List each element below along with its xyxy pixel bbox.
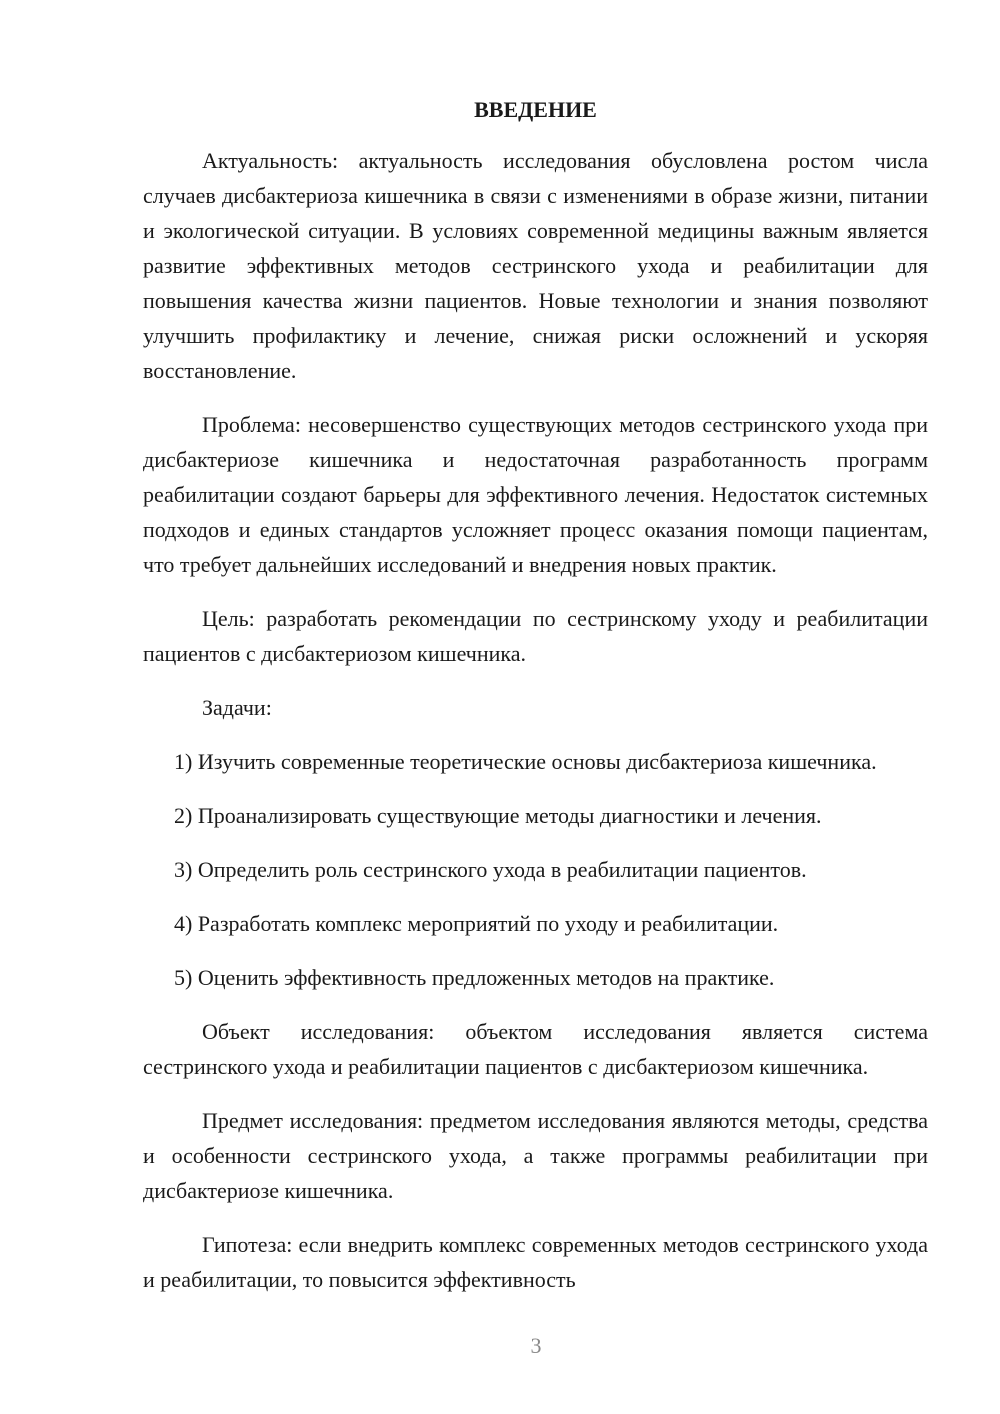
problem-paragraph: Проблема: несовершенство существующих методов сестринского ухода при дисбактериозе кишечника и недостаточная разработанность программ реабилитации создают барьеры для эффективного лечения. Недостаток системных подходов и единых стандартов усложняет процесс оказания помощи пациентам, что требует дальнейших исследований и внедрения новых практик. (143, 412, 928, 577)
page-content (143, 92, 928, 1316)
task-item-3: 3) Определить роль сестринского ухода в реабилитации пациентов. (174, 857, 807, 882)
section-heading: ВВЕДЕНИЕ (474, 97, 597, 122)
task-item-5: 5) Оценить эффективность предложенных методов на практике. (174, 965, 775, 990)
subject-paragraph: Предмет исследования: предметом исследования являются методы, средства и особенности сестринского ухода, а также программы реабилитации при дисбактериозе кишечника. (143, 1108, 928, 1203)
object-paragraph: Объект исследования: объектом исследования является система сестринского ухода и реабилитации пациентов с дисбактериозом кишечника. (143, 1019, 928, 1079)
page-number: 3 (530, 1333, 542, 1358)
goal-paragraph: Цель: разработать рекомендации по сестринскому уходу и реабилитации пациентов с дисбактериозом кишечника. (143, 606, 928, 666)
task-item-1: 1) Изучить современные теоретические основы дисбактериоза кишечника. (174, 749, 877, 774)
hypothesis-paragraph: Гипотеза: если внедрить комплекс современных методов сестринского ухода и реабилитации, то повысится эффективность (143, 1232, 928, 1292)
relevance-paragraph: Актуальность: актуальность исследования обусловлена ростом числа случаев дисбактериоза кишечника в связи с изменениями в образе жизни, питании и экологической ситуации. В условиях современной медицины важным является развитие эффективных методов сестринского ухода и реабилитации для повышения качества жизни пациентов. Новые технологии и знания позволяют улучшить профилактику и лечение, снижая риски осложнений и ускоряя восстановление. (143, 148, 928, 383)
task-item-4: 4) Разработать комплекс мероприятий по уходу и реабилитации. (174, 911, 779, 936)
task-item-2: 2) Проанализировать существующие методы диагностики и лечения. (174, 803, 822, 828)
tasks-label: Задачи: (202, 695, 272, 720)
